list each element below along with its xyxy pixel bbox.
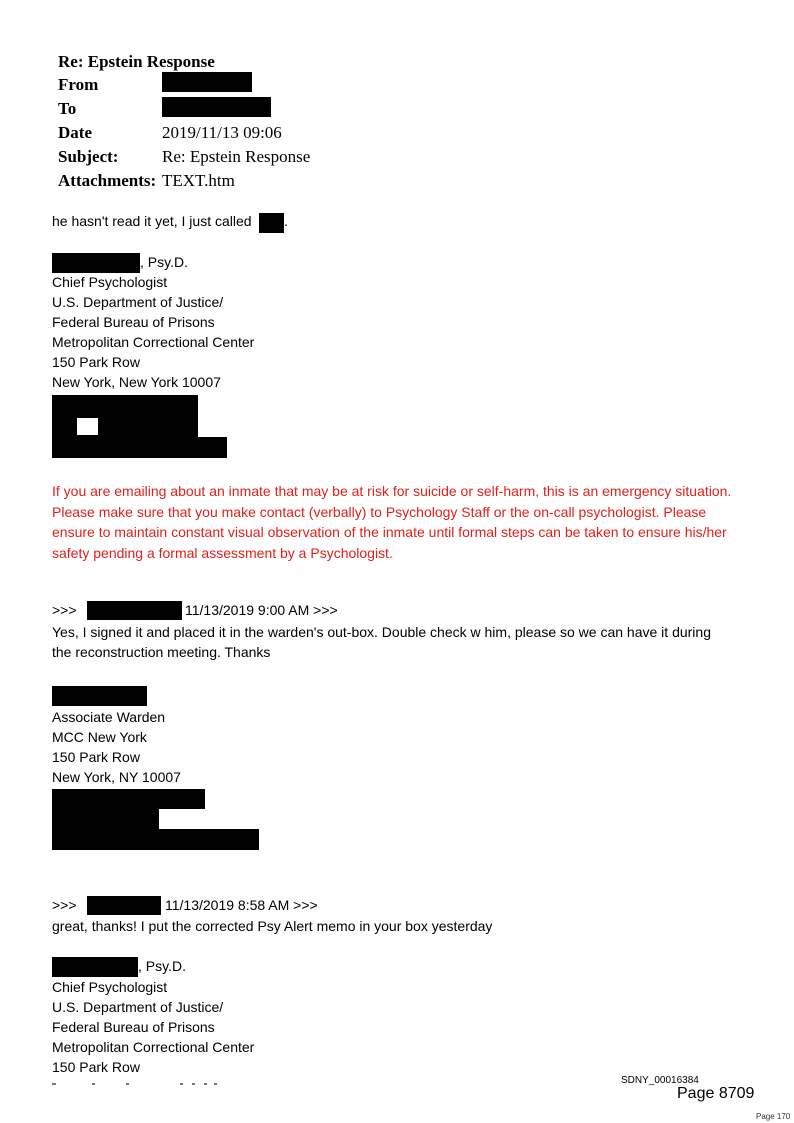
date-label: Date bbox=[58, 123, 92, 142]
message3-sig-suffix: , Psy.D. bbox=[138, 958, 186, 974]
sig-line: 150 Park Row bbox=[52, 749, 140, 765]
sig-line: U.S. Department of Justice/ bbox=[52, 294, 224, 310]
from-label: From bbox=[58, 75, 99, 94]
redacted-signature-name bbox=[52, 686, 147, 706]
page-number: Page 8709 bbox=[677, 1085, 755, 1102]
sig-line: Federal Bureau of Prisons bbox=[52, 1019, 215, 1035]
sig-line: Associate Warden bbox=[52, 709, 166, 725]
redacted-to-address bbox=[162, 97, 271, 117]
message2-body-line: the reconstruction meeting. Thanks bbox=[52, 644, 271, 660]
sig-line: Federal Bureau of Prisons bbox=[52, 314, 215, 330]
sig-line: MCC New York bbox=[52, 729, 147, 745]
sig-line: U.S. Department of Justice/ bbox=[52, 999, 224, 1015]
sig-line: Chief Psychologist bbox=[52, 979, 168, 995]
email-title: Re: Epstein Response bbox=[58, 52, 215, 71]
redacted-sender-name bbox=[87, 896, 161, 915]
sig-line: Metropolitan Correctional Center bbox=[52, 1039, 255, 1055]
message2-body-line: Yes, I signed it and placed it in the warden's out-box. Double check w him, please so we can have it during bbox=[52, 624, 711, 640]
sig-line: 150 Park Row bbox=[52, 1059, 140, 1075]
cut-off-text-line bbox=[52, 1083, 252, 1086]
redacted-sender-name bbox=[87, 601, 182, 620]
sig-line: Metropolitan Correctional Center bbox=[52, 334, 255, 350]
subject-value: Re: Epstein Response bbox=[162, 147, 311, 166]
message3-quote-prefix: >>> bbox=[52, 897, 77, 913]
redacted-signature-name bbox=[52, 957, 138, 977]
sig-line: New York, NY 10007 bbox=[52, 769, 181, 785]
message2-quote-time: 11/13/2019 9:00 AM >>> bbox=[185, 602, 338, 618]
bates-number: SDNY_00016384 bbox=[621, 1075, 699, 1086]
message1-body-end: . bbox=[284, 213, 288, 229]
attachments-value[interactable]: TEXT.htm bbox=[162, 171, 235, 190]
message2-signature bbox=[52, 707, 181, 787]
date-value: 2019/11/13 09:06 bbox=[162, 123, 282, 142]
redacted-contact-line bbox=[52, 829, 259, 850]
message3-signature bbox=[52, 977, 254, 1077]
redacted-signature-name bbox=[52, 253, 140, 273]
message1-body-text: he hasn't read it yet, I just called bbox=[52, 213, 252, 229]
message3-body: great, thanks! I put the corrected Psy Alert memo in your box yesterday bbox=[52, 918, 493, 934]
redacted-contact-line bbox=[52, 437, 227, 458]
sig-line: 150 Park Row bbox=[52, 354, 140, 370]
sig-line: New York, New York 10007 bbox=[52, 374, 221, 390]
message1-body bbox=[52, 211, 252, 231]
redacted-contact-line bbox=[52, 416, 198, 437]
redaction-gap bbox=[77, 418, 98, 435]
suicide-risk-warning: If you are emailing about an inmate that may be at risk for suicide or self-harm, this is an emergency situation. Please make sure that you make contact (verbally) to Psychology Staff or the on-call psychologist. Please ensure to maintain constant visual observation of the inmate until formal steps can be taken to ensure his/her safety pending a formal assessment by a Psychologist. bbox=[52, 483, 732, 561]
redacted-from-address bbox=[162, 72, 252, 92]
message3-quote-time: 11/13/2019 8:58 AM >>> bbox=[165, 897, 318, 913]
message2-body bbox=[52, 622, 711, 662]
redacted-contact-line bbox=[52, 395, 198, 416]
subject-label: Subject: bbox=[58, 147, 119, 166]
small-page-number: Page 170 bbox=[756, 1112, 791, 1121]
message1-sig-suffix: , Psy.D. bbox=[140, 254, 188, 270]
message1-signature bbox=[52, 272, 254, 392]
to-label: To bbox=[58, 99, 77, 118]
redacted-contact-line bbox=[52, 809, 159, 829]
message2-quote-prefix: >>> bbox=[52, 602, 77, 618]
attachments-label: Attachments: bbox=[58, 171, 157, 190]
redacted-name bbox=[259, 213, 284, 233]
sig-line: Chief Psychologist bbox=[52, 274, 168, 290]
redacted-contact-line bbox=[52, 789, 205, 809]
